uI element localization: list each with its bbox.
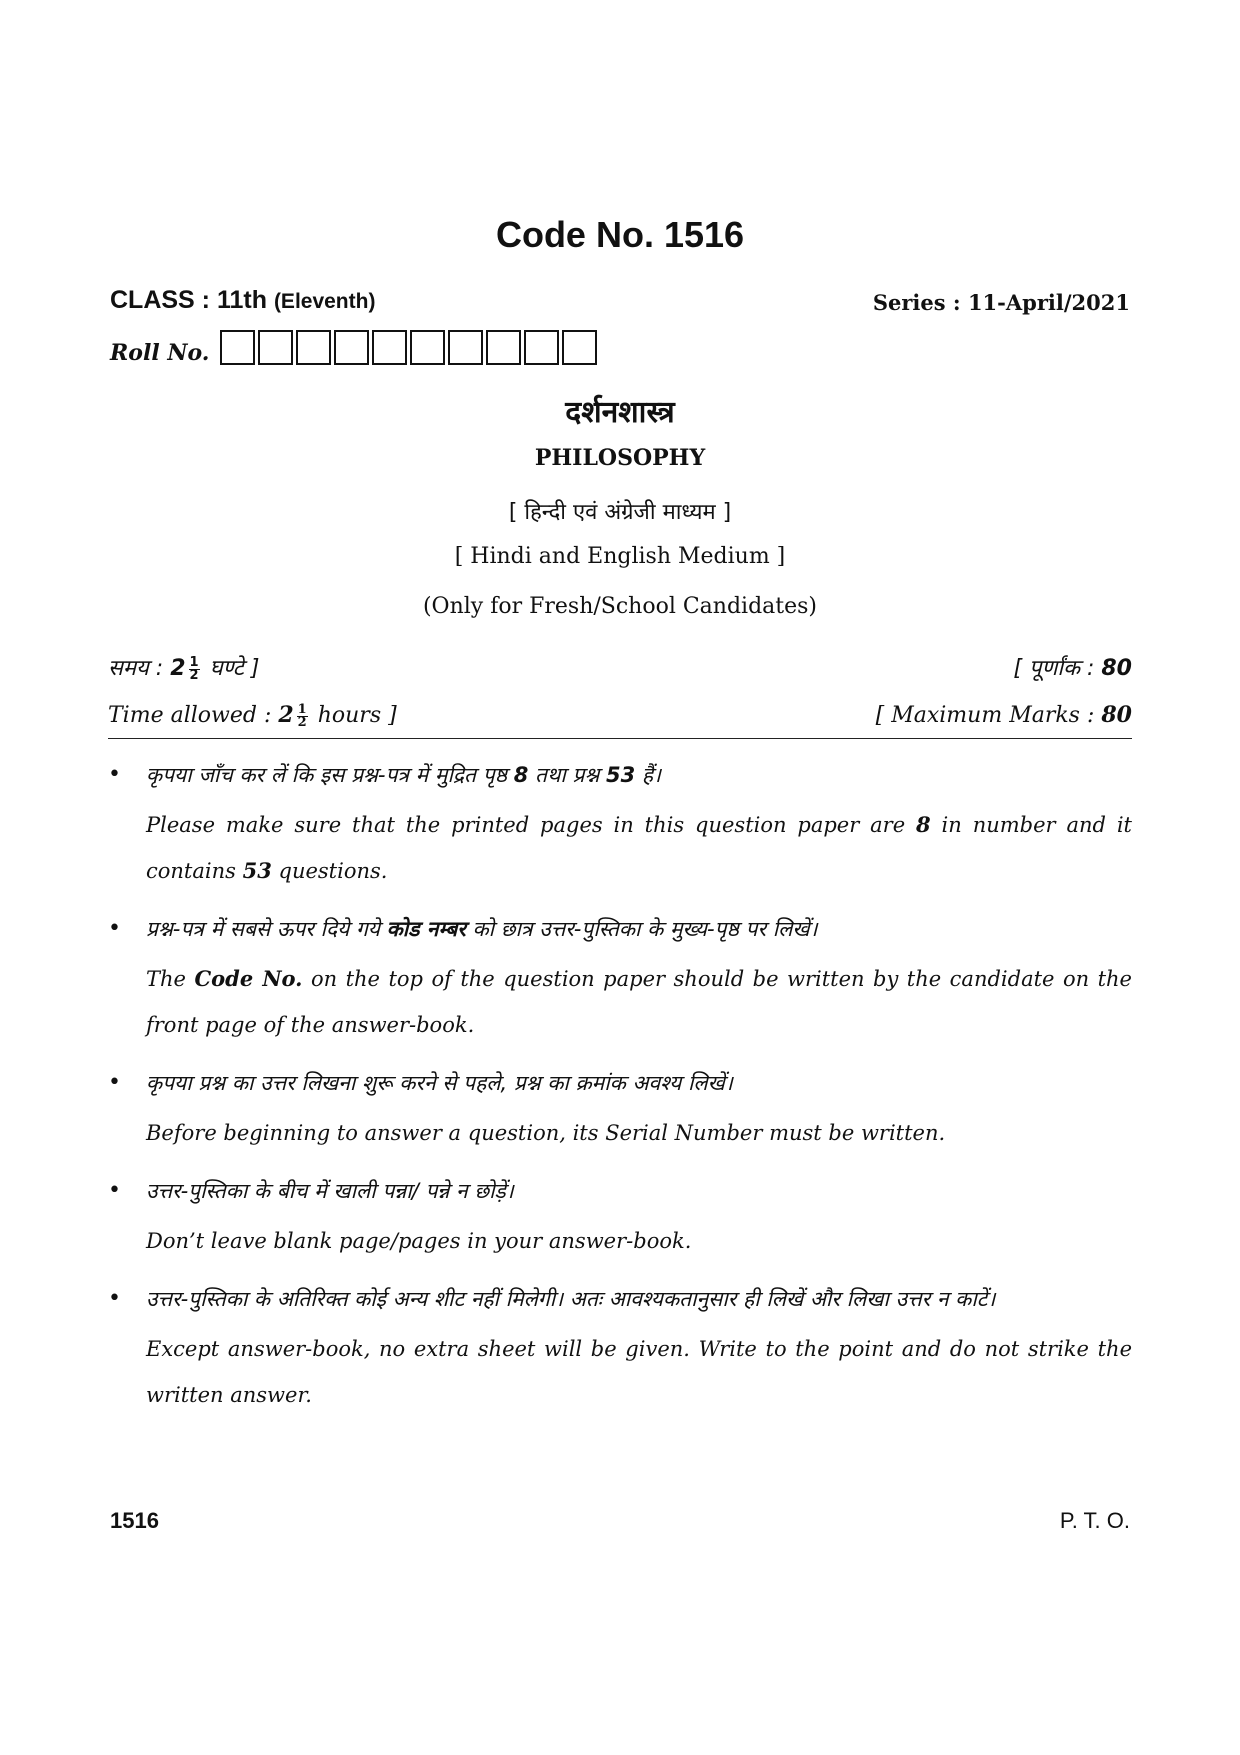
time-english-fraction: $\frac{1}{2}$ [297, 701, 307, 730]
bullet-icon: • [108, 916, 121, 941]
instruction-hindi: कृपया प्रश्न का उत्तर लिखना शुरू करने से पहले, प्रश्न का क्रमांक अवश्य लिखें। [146, 1071, 733, 1095]
header-divider [108, 738, 1132, 739]
roll-number-box[interactable] [296, 330, 331, 365]
series-label: Series : 11-April/2021 [872, 290, 1130, 315]
time-hindi-fraction: $\frac{1}{2}$ [189, 654, 199, 683]
candidates-note: (Only for Fresh/School Candidates) [422, 594, 818, 619]
medium-english: [ Hindi and English Medium ] [454, 544, 786, 569]
bullet-icon: • [108, 1070, 121, 1095]
footer-pto: P. T. O. [1059, 1508, 1130, 1533]
bullet-icon: • [108, 1286, 121, 1311]
marks-english [876, 702, 1132, 729]
bullet-icon: • [108, 1178, 121, 1203]
subject-title-hindi: दर्शनशास्त्र [565, 395, 675, 430]
roll-number-box[interactable] [410, 330, 445, 365]
roll-number-box[interactable] [486, 330, 521, 365]
roll-number-label: Roll No. [110, 340, 210, 366]
subject-title-english: PHILOSOPHY [534, 445, 706, 471]
class-label [110, 286, 375, 315]
time-english [108, 702, 397, 729]
time-hindi-prefix: समय : [108, 656, 164, 681]
instruction-hindi: उत्तर-पुस्तिका के अतिरिक्त कोई अन्य शीट नहीं मिलेगी। अतः आवश्यकतानुसार ही लिखें और लिखा उत्तर न काटें। [146, 1287, 996, 1311]
marks-hindi [1013, 652, 1132, 682]
instruction-english: The Code No. on the top of the question paper should be written by the candidate on the front page of the answer-book. [146, 966, 1132, 1037]
time-english-whole: 2 [278, 702, 294, 728]
time-hindi-suffix: घण्टे ] [209, 656, 260, 681]
marks-english-label: [ Maximum Marks : [875, 703, 1095, 728]
roll-number-box[interactable] [220, 330, 255, 365]
instruction-english: Don’t leave blank page/pages in your answer-book. [146, 1229, 692, 1253]
roll-number-box[interactable] [524, 330, 559, 365]
instruction-english: Please make sure that the printed pages in this question paper are 8 in number and it contains 53 questions. [146, 812, 1132, 883]
instruction-hindi: उत्तर-पुस्तिका के बीच में खाली पन्ना/ पन्ने न छोड़ें। [146, 1179, 514, 1203]
instruction-item [108, 906, 1132, 1048]
time-row-english [108, 702, 1132, 729]
time-row-hindi [108, 652, 1132, 682]
marks-english-value: 80 [1101, 702, 1132, 728]
instruction-english: Except answer-book, no extra sheet will be given. Write to the point and do not strike the written answer. [146, 1337, 1132, 1407]
footer-code-number: 1516 [110, 1508, 159, 1533]
time-hindi-whole: 2 [170, 656, 186, 681]
code-number: Code No. 1516 [495, 214, 745, 255]
instructions-list [108, 752, 1132, 1430]
instruction-item [108, 1168, 1132, 1264]
marks-hindi-value: 80 [1101, 656, 1132, 681]
instruction-hindi: कृपया जाँच कर लें कि इस प्रश्न-पत्र में मुद्रित पृष्ठ 8 तथा प्रश्न 53 हैं। [146, 763, 661, 787]
roll-number-box[interactable] [372, 330, 407, 365]
time-hindi [108, 652, 259, 682]
roll-number-box[interactable] [562, 330, 597, 365]
marks-hindi-label: [ पूर्णांक : [1013, 656, 1095, 681]
instruction-item [108, 1060, 1132, 1156]
roll-number-box[interactable] [258, 330, 293, 365]
time-english-suffix: hours ] [317, 703, 397, 728]
class-sub: (Eleventh) [273, 290, 376, 313]
roll-number-box[interactable] [334, 330, 369, 365]
bullet-icon: • [108, 762, 121, 787]
class-main: CLASS : 11th [110, 286, 267, 314]
instruction-english: Before beginning to answer a question, its Serial Number must be written. [146, 1121, 946, 1145]
roll-number-boxes [220, 330, 597, 365]
instruction-hindi: प्रश्न-पत्र में सबसे ऊपर दिये गये कोड नम्बर को छात्र उत्तर-पुस्तिका के मुख्य-पृष्ठ पर लिखें। [146, 917, 818, 941]
instruction-item [108, 1276, 1132, 1418]
time-english-prefix: Time allowed : [108, 703, 272, 728]
roll-number-box[interactable] [448, 330, 483, 365]
instruction-item [108, 752, 1132, 894]
medium-hindi: [ हिन्दी एवं अंग्रेजी माध्यम ] [508, 500, 732, 525]
